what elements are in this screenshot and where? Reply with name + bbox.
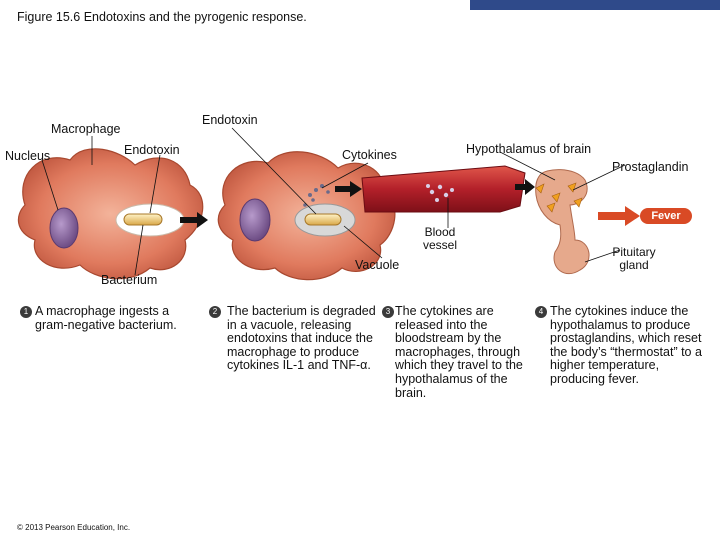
step-4-text: The cytokines induce the hypothalamus to produce prostaglandins, which reset the body’s “thermostat” to a higher temperature, producing fever.: [550, 304, 702, 386]
step-3-text: The cytokines are released into the bloodstream by the macrophages, through which they travel to the hypothalamus of the brain.: [395, 304, 523, 400]
label-pituitary-gland: Pituitary gland: [612, 245, 656, 272]
label-endotoxin-top: Endotoxin: [202, 113, 258, 127]
blood-vessel: [362, 166, 525, 212]
nucleus-left: [50, 208, 78, 248]
label-bacterium: Bacterium: [101, 273, 158, 287]
step-3-number: 3: [382, 306, 394, 318]
label-vacuole: Vacuole: [355, 258, 400, 272]
step-4-number: 4: [535, 306, 547, 318]
label-blood-vessel: Blood vessel: [422, 225, 457, 252]
label-macrophage: Macrophage: [51, 122, 121, 136]
bacterium-left: [124, 214, 162, 225]
step-2-number: 2: [209, 306, 221, 318]
step-1-text: A macrophage ingests a gram-negative bacterium.: [35, 304, 177, 332]
hypothalamus-gland: [536, 170, 589, 274]
nucleus-right: [240, 199, 270, 241]
label-hypothalamus: Hypothalamus of brain: [466, 142, 592, 156]
step-2-text: The bacterium is degraded in a vacuole, releasing endotoxins that induce the macrophage to produce cytokines IL-1 and TNF-α.: [227, 304, 376, 373]
bacterium-right: [305, 214, 341, 225]
macrophage-left: [18, 149, 202, 279]
label-cytokines: Cytokines: [342, 148, 397, 162]
label-endotoxin-left: Endotoxin: [124, 143, 180, 157]
label-prostaglandin: Prostaglandin: [612, 160, 689, 174]
fever-arrow: [598, 206, 640, 226]
label-nucleus: Nucleus: [5, 149, 51, 163]
fever-badge: Fever: [640, 208, 692, 224]
figure-title: Figure 15.6 Endotoxins and the pyrogenic response.: [17, 10, 307, 24]
copyright: © 2013 Pearson Education, Inc.: [17, 523, 131, 532]
step-1-number: 1: [20, 306, 32, 318]
